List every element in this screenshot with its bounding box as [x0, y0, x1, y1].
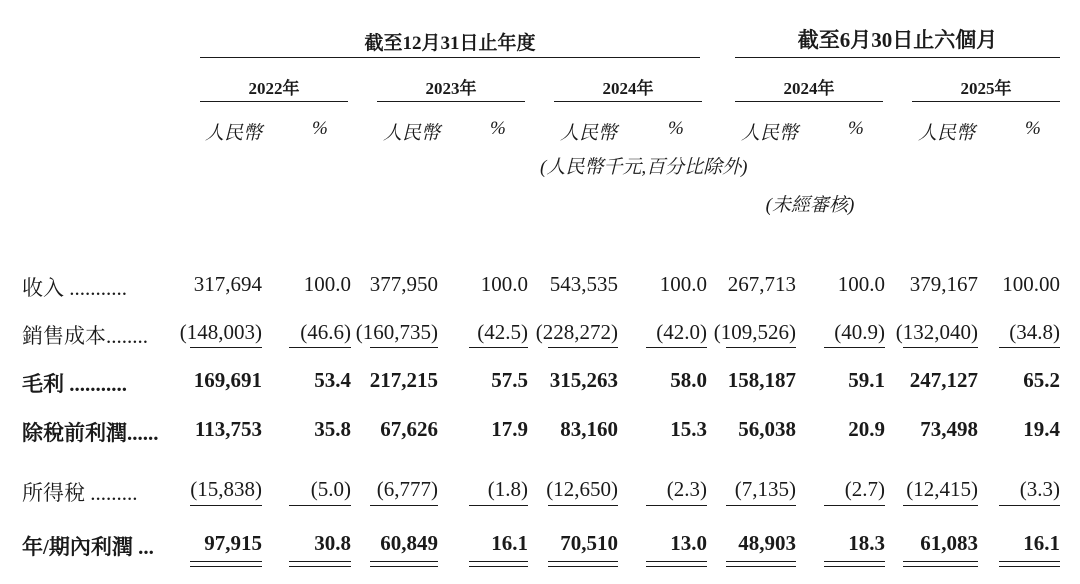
row-underline — [370, 566, 438, 567]
year-rule — [912, 101, 1060, 102]
cell-gross-profit-2023-percent: 57.5 — [491, 368, 528, 392]
cell-income-tax-2025h1-amount: (12,415) — [906, 477, 978, 501]
cell-income-tax-2022-amount: (15,838) — [190, 477, 262, 501]
year-header-2025-h1: 2025年 — [960, 79, 1012, 98]
row-underline — [469, 561, 528, 562]
row-underline — [999, 505, 1060, 506]
row-underline — [903, 505, 978, 506]
row-underline — [469, 566, 528, 567]
unit-rmb: 人民幣 — [741, 123, 799, 144]
row-underline — [190, 561, 262, 562]
unit-rmb: 人民幣 — [918, 123, 976, 144]
cell-profit-for-period-2022-amount: 97,915 — [204, 531, 262, 555]
cell-cost-of-sales-2024h1-percent: (40.9) — [834, 320, 885, 344]
cell-gross-profit-2024-amount: 315,263 — [549, 368, 618, 392]
row-underline — [646, 566, 707, 567]
cell-revenue-2024h1-amount: 267,713 — [727, 272, 796, 296]
row-underline — [289, 566, 351, 567]
unit-percent: % — [668, 118, 684, 139]
cell-cost-of-sales-2023-percent: (42.5) — [477, 320, 528, 344]
row-underline — [999, 561, 1060, 562]
cell-profit-for-period-2025h1-amount: 61,083 — [920, 531, 978, 555]
cell-profit-for-period-2023-percent: 16.1 — [491, 531, 528, 555]
cell-revenue-2025h1-amount: 379,167 — [909, 272, 978, 296]
row-underline — [903, 566, 978, 567]
cell-income-tax-2023-amount: (6,777) — [376, 477, 438, 501]
row-underline — [646, 561, 707, 562]
cell-profit-for-period-2025h1-percent: 16.1 — [1023, 531, 1060, 555]
row-underline — [289, 561, 351, 562]
cell-cost-of-sales-2022-amount: (148,003) — [179, 320, 262, 344]
cell-revenue-2022-amount: 317,694 — [193, 272, 262, 296]
unaudited-note: (未經審核) — [765, 195, 855, 216]
row-underline — [903, 561, 978, 562]
row-underline — [903, 347, 978, 348]
cell-profit-for-period-2024-amount: 70,510 — [560, 531, 618, 555]
row-underline — [370, 561, 438, 562]
cell-profit-before-tax-2024h1-percent: 20.9 — [848, 417, 885, 441]
cell-profit-before-tax-2025h1-percent: 19.4 — [1023, 417, 1060, 441]
row-underline — [646, 347, 707, 348]
row-underline — [726, 347, 796, 348]
cell-income-tax-2024h1-amount: (7,135) — [734, 477, 796, 501]
cell-cost-of-sales-2025h1-amount: (132,040) — [895, 320, 978, 344]
row-underline — [646, 505, 707, 506]
cell-income-tax-2024h1-percent: (2.7) — [844, 477, 885, 501]
unit-percent: % — [848, 118, 864, 139]
row-underline — [999, 347, 1060, 348]
cell-revenue-2023-amount: 377,950 — [369, 272, 438, 296]
cell-profit-for-period-2024h1-percent: 18.3 — [848, 531, 885, 555]
cell-gross-profit-2022-amount: 169,691 — [193, 368, 262, 392]
cell-cost-of-sales-2024-percent: (42.0) — [656, 320, 707, 344]
cell-revenue-2025h1-percent: 100.00 — [1002, 272, 1060, 296]
year-rule — [735, 101, 883, 102]
cell-gross-profit-2025h1-percent: 65.2 — [1023, 368, 1060, 392]
unit-rmb: 人民幣 — [205, 123, 263, 144]
row-underline — [726, 505, 796, 506]
cell-profit-before-tax-2025h1-amount: 73,498 — [920, 417, 978, 441]
row-underline — [548, 561, 618, 562]
cell-gross-profit-2025h1-amount: 247,127 — [909, 368, 978, 392]
cell-income-tax-2023-percent: (1.8) — [487, 477, 528, 501]
unit-percent: % — [1025, 118, 1041, 139]
cell-profit-before-tax-2022-percent: 35.8 — [314, 417, 351, 441]
cell-income-tax-2025h1-percent: (3.3) — [1019, 477, 1060, 501]
unit-percent: % — [312, 118, 328, 139]
row-underline — [289, 505, 351, 506]
cell-profit-before-tax-2024-percent: 15.3 — [670, 417, 707, 441]
cell-profit-for-period-2024h1-amount: 48,903 — [738, 531, 796, 555]
cell-cost-of-sales-2025h1-percent: (34.8) — [1009, 320, 1060, 344]
cell-gross-profit-2022-percent: 53.4 — [314, 368, 351, 392]
year-rule — [554, 101, 702, 102]
row-underline — [824, 561, 885, 562]
year-header-2024: 2024年 — [602, 79, 654, 98]
row-label-profit-before-tax: 除稅前利潤...... — [22, 421, 159, 445]
unit-percent: % — [490, 118, 506, 139]
row-underline — [190, 505, 262, 506]
cell-revenue-2022-percent: 100.0 — [303, 272, 351, 296]
cell-cost-of-sales-2023-amount: (160,735) — [355, 320, 438, 344]
row-underline — [190, 347, 262, 348]
unit-rmb: 人民幣 — [383, 123, 441, 144]
row-underline — [289, 347, 351, 348]
cell-revenue-2024-amount: 543,535 — [549, 272, 618, 296]
row-label-income-tax: 所得稅 ......... — [22, 481, 138, 505]
row-underline — [370, 347, 438, 348]
cell-gross-profit-2023-amount: 217,215 — [369, 368, 438, 392]
year-header-2024-h1: 2024年 — [783, 79, 835, 98]
row-underline — [824, 566, 885, 567]
cell-revenue-2023-percent: 100.0 — [480, 272, 528, 296]
cell-income-tax-2024-amount: (12,650) — [546, 477, 618, 501]
cell-gross-profit-2024h1-percent: 59.1 — [848, 368, 885, 392]
cell-revenue-2024h1-percent: 100.0 — [837, 272, 885, 296]
row-label-profit-for-period: 年/期內利潤 ... — [22, 535, 154, 559]
row-underline — [824, 505, 885, 506]
cell-profit-for-period-2024-percent: 13.0 — [670, 531, 707, 555]
cell-profit-before-tax-2023-amount: 67,626 — [380, 417, 438, 441]
cell-profit-before-tax-2022-amount: 113,753 — [194, 417, 262, 441]
row-label-cost-of-sales: 銷售成本........ — [22, 324, 148, 348]
row-label-gross-profit: 毛利 ........... — [22, 372, 127, 396]
header-group-fiscal-year: 截至12月31日止年度 — [364, 33, 536, 54]
header-rule-fiscal-year — [200, 57, 700, 58]
row-label-revenue: 收入 ........... — [22, 276, 127, 300]
cell-gross-profit-2024h1-amount: 158,187 — [727, 368, 796, 392]
row-underline — [548, 505, 618, 506]
cell-revenue-2024-percent: 100.0 — [659, 272, 707, 296]
cell-profit-for-period-2023-amount: 60,849 — [380, 531, 438, 555]
row-underline — [824, 347, 885, 348]
cell-income-tax-2024-percent: (2.3) — [666, 477, 707, 501]
row-underline — [726, 561, 796, 562]
row-underline — [469, 347, 528, 348]
row-underline — [726, 566, 796, 567]
row-underline — [370, 505, 438, 506]
year-header-2023: 2023年 — [425, 79, 477, 98]
cell-profit-before-tax-2024h1-amount: 56,038 — [738, 417, 796, 441]
row-underline — [999, 566, 1060, 567]
unit-note: (人民幣千元,百分比除外) — [540, 157, 748, 178]
header-rule-six-months — [735, 57, 1060, 58]
row-underline — [190, 566, 262, 567]
header-group-six-months: 截至6月30日止六個月 — [797, 28, 998, 52]
cell-income-tax-2022-percent: (5.0) — [310, 477, 351, 501]
year-header-2022: 2022年 — [248, 79, 300, 98]
row-underline — [469, 505, 528, 506]
year-rule — [377, 101, 525, 102]
cell-profit-for-period-2022-percent: 30.8 — [314, 531, 351, 555]
cell-cost-of-sales-2022-percent: (46.6) — [300, 320, 351, 344]
row-underline — [548, 566, 618, 567]
cell-profit-before-tax-2023-percent: 17.9 — [491, 417, 528, 441]
cell-profit-before-tax-2024-amount: 83,160 — [560, 417, 618, 441]
year-rule — [200, 101, 348, 102]
cell-cost-of-sales-2024h1-amount: (109,526) — [713, 320, 796, 344]
unit-rmb: 人民幣 — [560, 123, 618, 144]
cell-gross-profit-2024-percent: 58.0 — [670, 368, 707, 392]
cell-cost-of-sales-2024-amount: (228,272) — [535, 320, 618, 344]
row-underline — [548, 347, 618, 348]
